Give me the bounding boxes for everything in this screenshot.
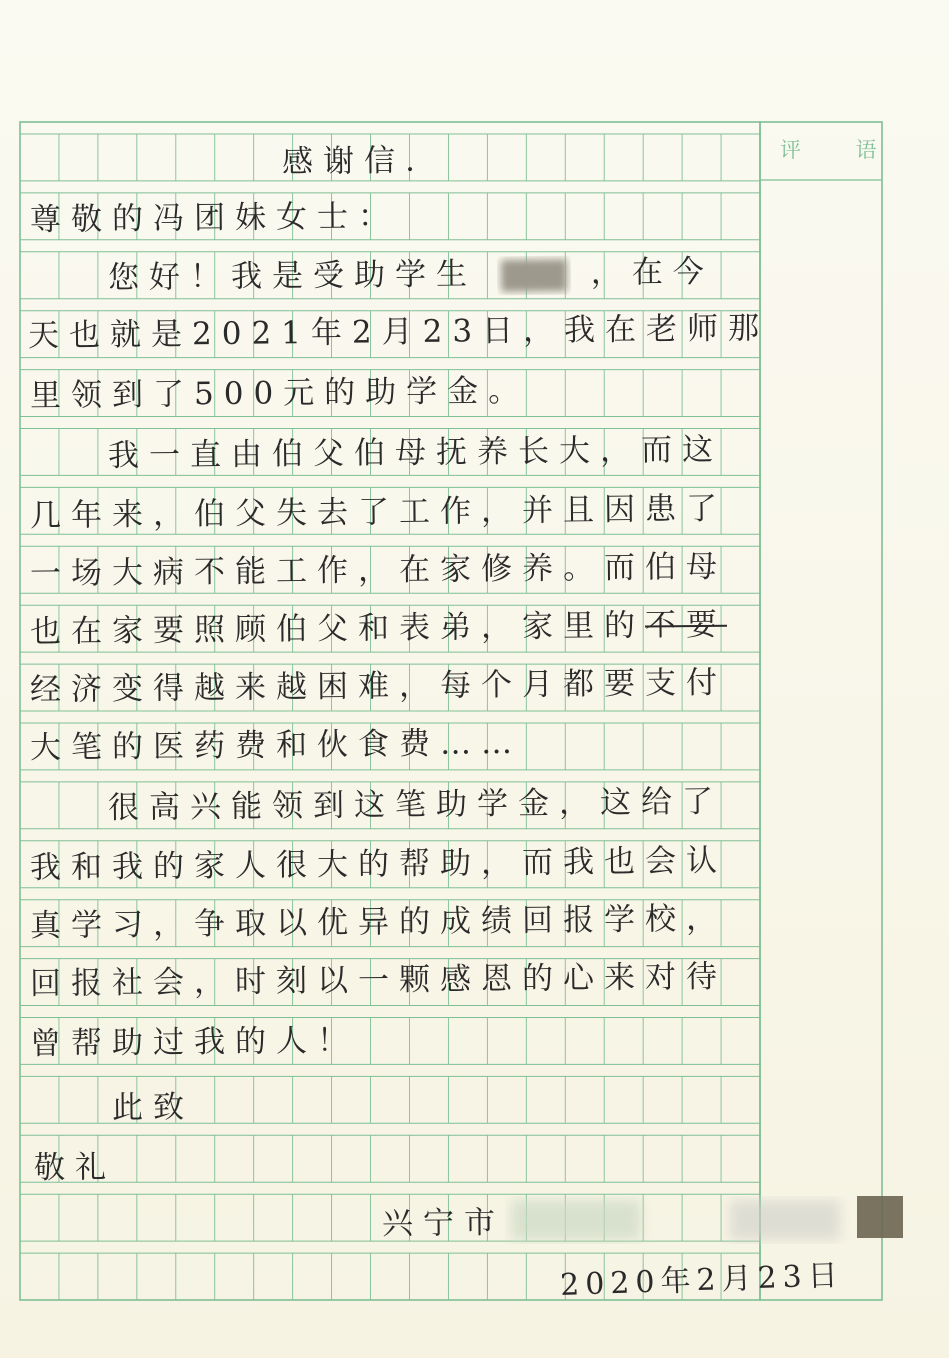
struck-out-words: 不要 — [644, 606, 728, 644]
redacted-name-block — [497, 255, 571, 296]
letter-date: 2020年2月23日 — [559, 1258, 845, 1303]
letter-line-10: 很高兴能领到这笔助学金，这给了 — [107, 783, 724, 826]
letter-line-6: 一场大病不能工作，在家修养。而伯母 — [29, 548, 728, 592]
letter-line-9: 大笔的医药费和伙食费…… — [29, 724, 523, 766]
signature — [382, 1197, 505, 1243]
signature-place: 兴宁市 — [381, 1204, 506, 1242]
closing-jing-li: 敬礼 — [33, 1149, 117, 1186]
letter-line-4: 我一直由伯父伯母抚养长大，而这 — [107, 431, 724, 474]
letter-line-2: 天也就是2021年2月23日，我在老师那 — [27, 310, 770, 354]
letter-line-1 — [108, 246, 714, 300]
letter-line-8: 经济变得越来越困难，每个月都要支付 — [29, 664, 728, 708]
letter-line-11: 我和我的家人很大的帮助，而我也会认 — [29, 842, 728, 886]
letter-line-1-text: 您好！我是受助学生 — [107, 256, 478, 296]
letter-line-14: 曾帮助过我的人！ — [29, 1022, 359, 1062]
letter-line-7-text: 也在家要照顾伯父和表弟，家里的 — [29, 607, 646, 650]
letter-title: 感谢信. — [281, 142, 426, 180]
closing-ci-zhi: 此致 — [111, 1089, 195, 1126]
redacted-signature — [505, 1188, 945, 1250]
letter-line-7 — [30, 599, 727, 651]
comment-column-label: 评 语 — [780, 138, 901, 162]
letter-line-13: 回报社会，时刻以一颗感恩的心来对待 — [29, 958, 728, 1002]
letter-line-3: 里领到了500元的助学金。 — [29, 372, 530, 414]
letter-line-12: 真学习，争取以优异的成绩回报学校， — [29, 900, 728, 944]
letter-line-1-continuation: ，在今 — [590, 253, 714, 291]
letter-line-5: 几年来，伯父失去了工作，并且因患了 — [29, 490, 728, 534]
salutation: 尊敬的冯团妹女士： — [29, 198, 400, 238]
